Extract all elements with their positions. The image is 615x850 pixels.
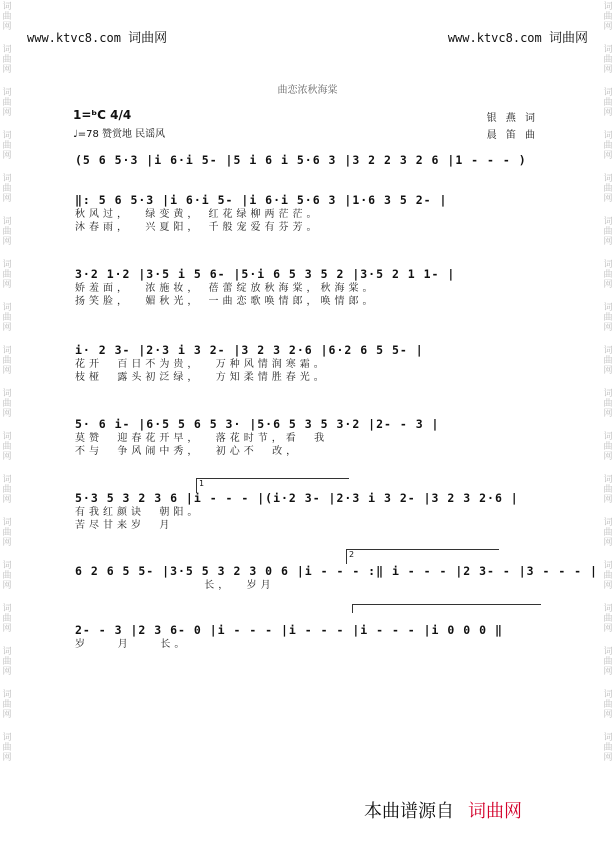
lyric-line-1: 莫赞 迎春花开早， 落花时节，看 我 [75,433,329,444]
side-watermark: 词曲网 [603,217,613,247]
lyric-line-2: 不与 争风闹中秀， 初心不 改， [75,446,301,457]
side-watermark: 词曲网 [603,604,613,634]
second-ending-bracket [346,549,499,564]
key-signature: 1=ᵇC 4/4 [73,108,132,122]
side-watermark: 词曲网 [603,518,613,548]
side-watermark: 词曲网 [2,2,12,32]
lyric-line-1: 长， 岁月 [75,580,275,591]
score-row-6 [75,490,540,532]
side-watermark: 词曲网 [2,303,12,333]
song-title: 曲恋浓秋海棠 [277,85,338,96]
footer-source [364,797,522,823]
ending-bracket [352,604,541,613]
header-left[interactable] [27,27,167,46]
score-row-1 [75,152,540,168]
notation-line: 5· 6 i- |6·5 5 6 5 3· |5·6 5 3 5 3·2 |2- - 3 | [75,417,440,431]
notation-line: i· 2 3- |2·3 i 3 2- |3 2 3 2·6 |6·2 6 5 5- | [75,343,424,357]
side-watermark: 词曲网 [603,432,613,462]
second-ending-number: 2 [349,550,355,559]
side-watermark: 词曲网 [603,2,613,32]
side-watermark: 词曲网 [2,346,12,376]
side-watermark: 词曲网 [2,432,12,462]
side-watermark: 词曲网 [603,475,613,505]
lyric-line-2: 沐春雨， 兴夏阳， 千般宠爱有芬芳。 [75,222,321,233]
side-watermark: 词曲网 [2,561,12,591]
notation-line: ‖: 5 6 5·3 |i 6·i 5- |i 6·i 5·6 3 |1·6 3 5 2- | [75,193,448,207]
side-watermark: 词曲网 [603,561,613,591]
composer-credit: 晨 笛 曲 [486,130,538,141]
side-watermark: 词曲网 [603,303,613,333]
header-site-right[interactable]: 词曲网 [548,31,588,46]
lyric-line-1: 岁 月 长。 [75,639,189,650]
side-watermark: 词曲网 [603,131,613,161]
side-watermark: 词曲网 [2,260,12,290]
side-watermark: 词曲网 [603,733,613,763]
side-watermark: 词曲网 [2,518,12,548]
side-watermark: 词曲网 [603,690,613,720]
side-watermark: 词曲网 [603,260,613,290]
header-site-left[interactable]: 词曲网 [128,31,168,46]
footer-text: 本曲谱源自 [364,801,454,822]
header-url-left[interactable]: www.ktvc8.com [27,31,121,45]
score-row-8 [75,622,540,651]
score-row-5 [75,416,540,458]
score-row-4 [75,342,540,384]
side-watermark: 词曲网 [603,45,613,75]
left-watermark-column [0,0,14,850]
side-watermark: 词曲网 [2,174,12,204]
lyric-line-1: 花开 百日不为贵， 万种风情润寒霜。 [75,359,328,370]
side-watermark: 词曲网 [603,174,613,204]
lyric-line-1: 秋风过， 绿变黄， 红花绿柳两茫茫。 [75,209,321,220]
side-watermark: 词曲网 [603,88,613,118]
side-watermark: 词曲网 [603,389,613,419]
notation-line: 2- - 3 |2 3 6- 0 |i - - - |i - - - |i - - - |i 0 0 0 ‖ [75,623,503,637]
side-watermark: 词曲网 [2,604,12,634]
side-watermark: 词曲网 [2,131,12,161]
lyric-line-1: 娇羞面， 浓施妆， 蓓蕾绽放秋海棠，秋海棠。 [75,283,377,294]
lyric-line-2: 枝桠 露头初泛绿， 方知柔情胜春光。 [75,372,328,383]
score-row-3 [75,266,540,308]
side-watermark: 词曲网 [2,45,12,75]
side-watermark: 词曲网 [2,389,12,419]
lyric-line-2: 扬笑脸， 媚秋光， 一曲恋歌唤情郎，唤情郎。 [75,296,377,307]
lyric-line-2: 苦尽甘来岁 月 [75,520,174,531]
side-watermark: 词曲网 [603,647,613,677]
side-watermark: 词曲网 [2,88,12,118]
notation-line: 6 2 6 5 5- |3·5 5 3 2 3 0 6 |i - - - :‖ i - - - |2 3- - |3 - - - | [75,564,598,578]
right-watermark-column [601,0,615,850]
side-watermark: 词曲网 [2,733,12,763]
side-watermark: 词曲网 [2,217,12,247]
notation-line: (5 6 5·3 |i 6·i 5- |5 i 6 i 5·6 3 |3 2 2 3 2 6 |1 - - - ) [75,153,527,167]
side-watermark: 词曲网 [2,647,12,677]
first-ending-number: 1 [199,479,205,488]
header-url-right[interactable]: www.ktvc8.com [447,31,542,45]
notation-line: 3·2 1·2 |3·5 i 5 6- |5·i 6 5 3 5 2 |3·5 2 1 1- | [75,267,456,281]
tempo-marking: ♩=78 赞赏地 民谣风 [73,129,166,140]
score-row-2 [75,192,540,234]
side-watermark: 词曲网 [2,475,12,505]
footer-brand-link[interactable]: 词曲网 [468,801,522,822]
notation-line: 5·3 5 3 2 3 6 |i - - - |(i·2 3- |2·3 i 3 2- |3 2 3 2·6 | [75,491,519,505]
score-row-7 [75,563,598,592]
lyricist-credit: 银 燕 词 [486,113,538,124]
side-watermark: 词曲网 [603,346,613,376]
header-right[interactable] [448,27,588,46]
lyric-line-1: 有我红颜诀 朝阳。 [75,507,202,518]
side-watermark: 词曲网 [2,690,12,720]
